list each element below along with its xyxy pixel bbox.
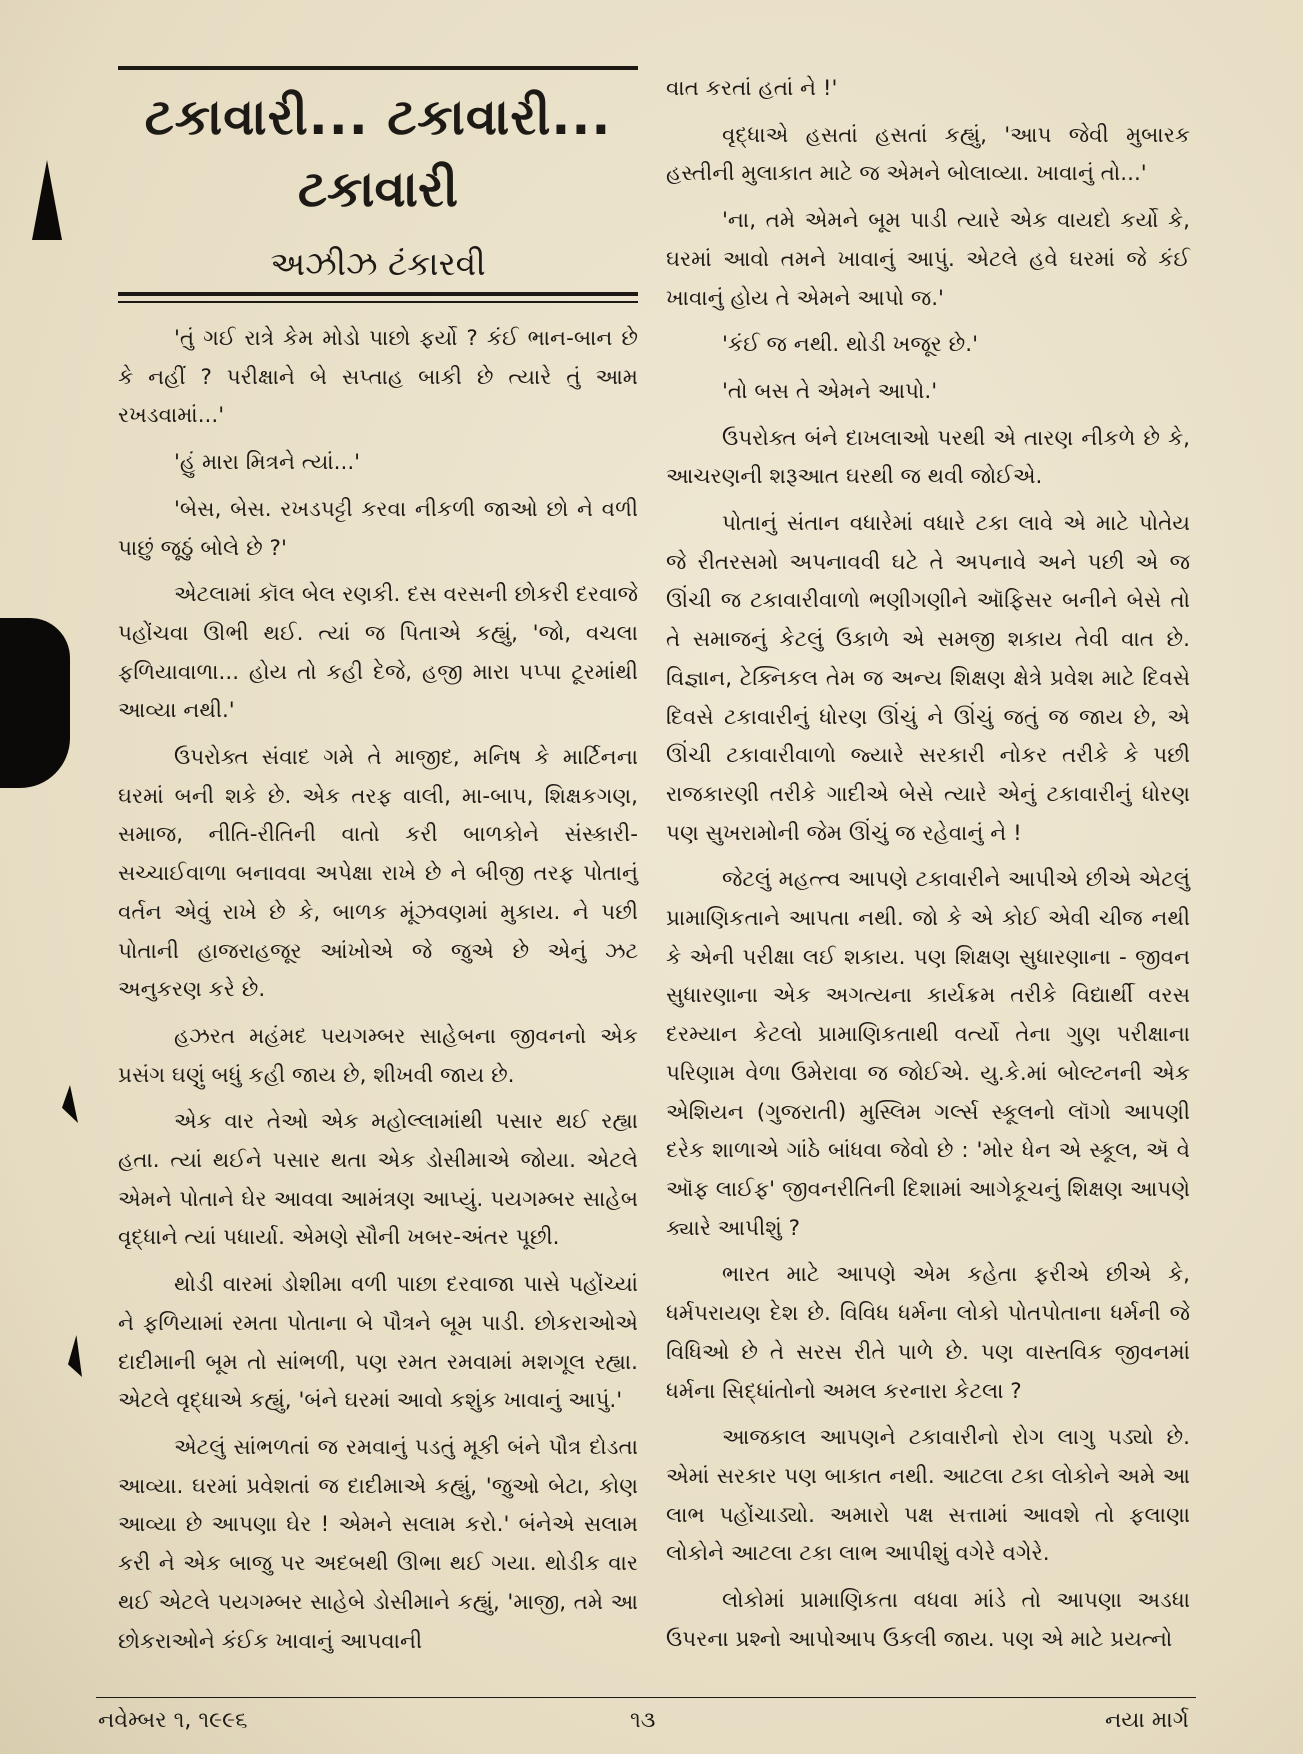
paragraph: આજકાલ આપણને ટકાવારીનો રોગ લાગુ પડ્યો છે. એમાં સરકાર પણ બાકાત નથી. આટલા ટકા લોકોને અમે આ લાભ પહોંચાડ્યો. અમારો પક્ષ સત્તામાં આવશે તો ફલાણા લોકોને આટલા ટકા લાભ આપીશું વગેરે વગેરે.	[666, 1425, 1190, 1567]
paragraph: એક વાર તેઓ એક મહોલ્લામાંથી પસાર થઈ રહ્યા હતા. ત્યાં થઈને પસાર થતા એક ડોસીમાએ જોયા. એટલે એમને પોતાને ઘેર આવવા આમંત્રણ આપ્યું. પયગમ્બર સાહેબ વૃદ્ધાને ત્યાં પધાર્યા. એમણે સૌની ખબર-અંતર પૂછી.	[118, 1109, 638, 1251]
right-column	[666, 70, 1190, 1667]
paragraph: 'તું ગઈ રાત્રે કેમ મોડો પાછો ફર્યો ? કંઈ ભાન-બાન છે કે નહીં ? પરીક્ષાને બે સપ્તાહ બાકી છે ત્યારે તું આમ રખડવામાં...'	[118, 326, 638, 429]
paragraph: 'ના, તમે એમને બૂમ પાડી ત્યારે એક વાયદો કર્યો કે, ઘરમાં આવો તમને ખાવાનું આપું. એટલે હવે ઘરમાં જે કંઈ ખાવાનું હોય તે એમને આપો જ.'	[666, 208, 1190, 311]
title-top-rule	[118, 66, 638, 70]
paragraph: પોતાનું સંતાન વધારેમાં વધારે ટકા લાવે એ માટે પોતેય જે રીતરસમો અપનાવવી ઘટે તે અપનાવે અને પછી એ જ ઊંચી જ ટકાવારીવાળો ભણીગણીને ઑફિસર બનીને બેસે તો તે સમાજનું કેટલું ઉકાળે એ સમજી શકાય તેવી વાત છે. વિજ્ઞાન, ટેક્નિકલ તેમ જ અન્ય શિક્ષણ ક્ષેત્રે પ્રવેશ માટે દિવસે દિવસે ટકાવારીનું ધોરણ ઊંચું ને ઊંચું જતું જ જાય છે, એ ઊંચી ટકાવારીવાળો જ્યારે સરકારી નોકર તરીકે કે પછી રાજકારણી તરીકે ગાદીએ બેસે ત્યારે એનું ટકાવારીનું ધોરણ પણ સુખરામોની જેમ ઊંચું જ રહેવાનું ને !	[666, 511, 1190, 846]
page-damage-mark-2	[68, 1335, 82, 1377]
paragraph: 'તો બસ તે એમને આપો.'	[722, 378, 938, 404]
footer-date: નવેમ્બર ૧, ૧૯૯૬	[98, 1708, 248, 1733]
paragraph: વાત કરતાં હતાં ને !'	[666, 76, 838, 101]
footer-publication: નયા માર્ગ	[1105, 1708, 1189, 1733]
paragraph: 'કંઈ જ નથી. થોડી ખજૂર છે.'	[722, 332, 978, 358]
paragraph: ઉપરોક્ત સંવાદ ગમે તે માજીદ, મનિષ કે માર્ટિનના ઘરમાં બની શકે છે. એક તરફ વાલી, મા-બાપ, શિક્ષકગણ, સમાજ, નીતિ-રીતિની વાતો કરી બાળકોને સંસ્કારી-સચ્ચાઈવાળા બનાવવા અપેક્ષા રાખે છે ને બીજી તરફ પોતાનું વર્તન એવું રાખે છે કે, બાળક મૂંઝવણમાં મુકાય. ને પછી પોતાની હાજરાહજૂર આંખોએ જે જુએ છે એનું ઝટ અનુકરણ કરે છે.	[118, 745, 638, 1003]
paragraph: ઉપરોક્ત બંને દાખલાઓ પરથી એ તારણ નીકળે છે કે, આચરણની શરૂઆત ઘરથી જ થવી જોઈએ.	[666, 425, 1190, 490]
paragraph: લોકોમાં પ્રામાણિકતા વધવા માંડે તો આપણા અડધા ઉપરના પ્રશ્નો આપોઆપ ઉકલી જાય. પણ એ માટે પ્રયત્નો	[666, 1588, 1190, 1652]
left-column	[118, 320, 638, 1669]
paragraph: જેટલું મહત્ત્વ આપણે ટકાવારીને આપીએ છીએ એટલું પ્રામાણિકતાને આપતા નથી. જો કે એ કોઈ એવી ચીજ નથી કે એની પરીક્ષા લઈ શકાય. પણ શિક્ષણ સુધારણાના - જીવન સુધારણાના એક અગત્યના કાર્યક્રમ તરીકે વિદ્યાર્થી વરસ દરમ્યાન કેટલો પ્રામાણિકતાથી વર્ત્યો તેના ગુણ પરીક્ષાના પરિણામ વેળા ઉમેરાવા જ જોઈએ. યુ.કે.માં બોલ્ટનની એક એશિયન (ગુજરાતી) મુસ્લિમ ગર્લ્સ સ્કૂલનો લૉગો આપણી દરેક શાળાએ ગાંઠે બાંધવા જેવો છે : 'મોર ધેન એ સ્કૂલ, ઍ વે ઑફ લાઈફ' જીવનરીતિની દિશામાં આગેકૂચનું શિક્ષણ આપણે ક્યારે આપીશું ?	[666, 867, 1190, 1241]
page-damage-hole	[0, 618, 70, 788]
paragraph: વૃદ્ધાએ હસતાં હસતાં કહ્યું, 'આપ જેવી મુબારક હસ્તીની મુલાકાત માટે જ એમને બોલાવ્યા. ખાવાનું તો...'	[666, 122, 1190, 187]
paragraph: ભારત માટે આપણે એમ કહેતા ફરીએ છીએ કે, ધર્મપરાયણ દેશ છે. વિવિધ ધર્મના લોકો પોતપોતાના ધર્મની જે વિધિઓ છે તે સરસ રીતે પાળે છે. પણ વાસ્તવિક જીવનમાં ધર્મના સિદ્ધાંતોનો અમલ કરનારા કેટલા ?	[666, 1262, 1190, 1404]
article-author: અઝીઝ ટંકારવી	[270, 244, 486, 283]
paragraph: 'બેસ, બેસ. રખડપટ્ટી કરવા નીકળી જાઓ છો ને વળી પાછું જૂઠું બોલે છે ?'	[118, 496, 638, 561]
paragraph: 'હું મારા મિત્રને ત્યાં...'	[174, 450, 361, 476]
footer-rule	[96, 1697, 1196, 1698]
title-bottom-rule-1	[118, 292, 638, 296]
page-damage-tear	[32, 160, 62, 240]
paragraph: હઝરત મહંમદ પયગમ્બર સાહેબના જીવનનો એક પ્રસંગ ઘણું બધું કહી જાય છે, શીખવી જાય છે.	[118, 1023, 638, 1088]
paragraph: એટલામાં કૉલ બેલ રણકી. દસ વરસની છોકરી દરવાજે પહોંચવા ઊભી થઈ. ત્યાં જ પિતાએ કહ્યું, 'જો, વચલા ફળિયાવાળા... હોય તો કહી દેજે, હજી મારા પપ્પા ટૂરમાંથી આવ્યા નથી.'	[118, 582, 638, 724]
paragraph: એટલું સાંભળતાં જ રમવાનું પડતું મૂકી બંને પૌત્ર દોડતા આવ્યા. ઘરમાં પ્રવેશતાં જ દાદીમાએ કહ્યું, 'જુઓ બેટા, કોણ આવ્યા છે આપણા ઘેર ! એમને સલામ કરો.' બંનેએ સલામ કરી ને એક બાજુ પર અદબથી ઊભા થઈ ગયા. થોડીક વાર થઈ એટલે પયગમ્બર સાહેબે ડોસીમાને કહ્યું, 'માજી, તમે આ છોકરાઓને કંઈક ખાવાનું આપવાની	[118, 1434, 638, 1654]
article-title-line-2: ટકાવારી	[297, 160, 459, 218]
footer-page-number: ૧૩	[630, 1708, 656, 1733]
page-damage-mark	[62, 1085, 78, 1123]
article-title-line-1: ટકાવારી... ટકાવારી...	[144, 88, 612, 146]
title-bottom-rule-2	[118, 301, 638, 303]
paragraph: થોડી વારમાં ડોશીમા વળી પાછા દરવાજા પાસે પહોંચ્યાં ને ફળિયામાં રમતા પોતાના બે પૌત્રને બૂમ પાડી. છોકરાઓએ દાદીમાની બૂમ તો સાંભળી, પણ રમત રમવામાં મશગૂલ રહ્યા. એટલે વૃદ્ધાએ કહ્યું, 'બંને ઘરમાં આવો કશુંક ખાવાનું આપું.'	[118, 1272, 638, 1414]
